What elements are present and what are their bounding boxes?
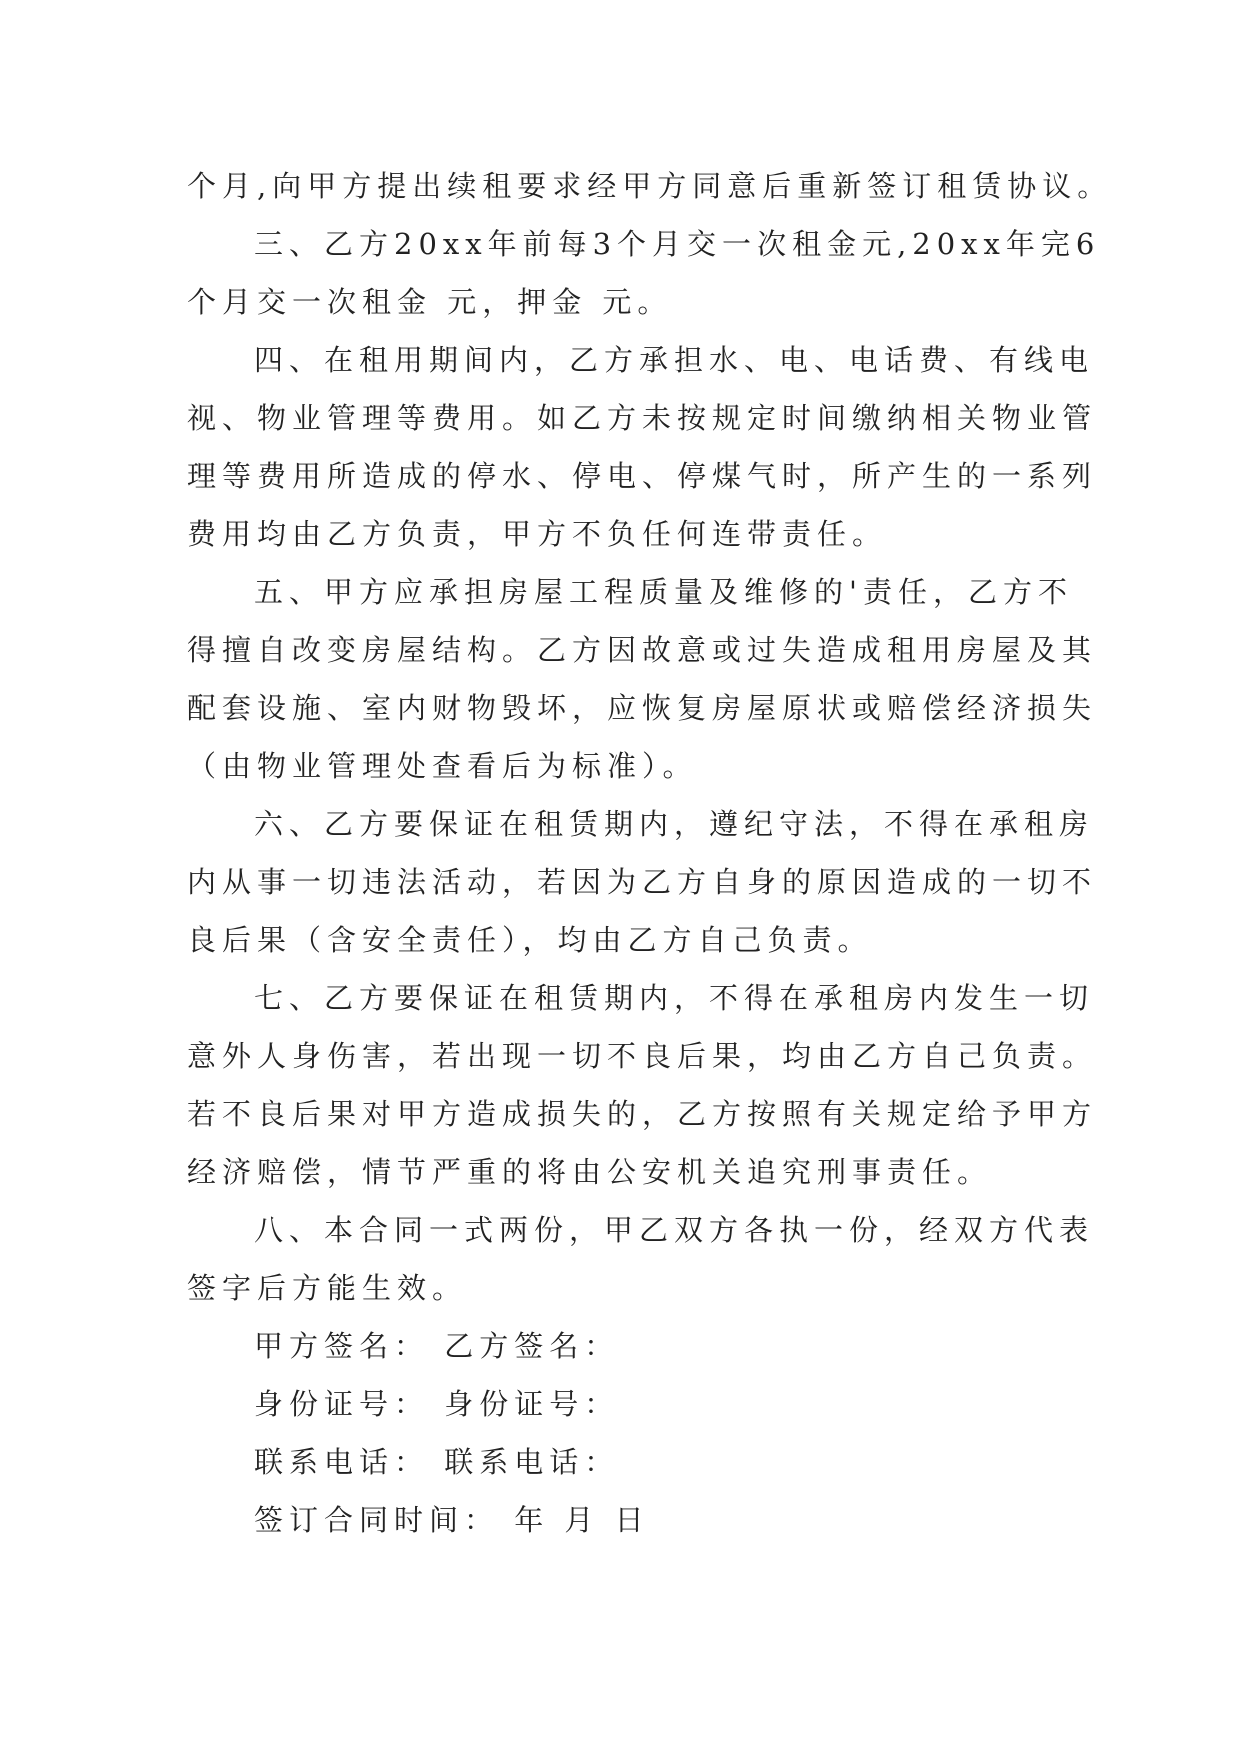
contract-text — [187, 157, 1113, 1549]
clause-6-line-1: 六、乙方要保证在租赁期内，遵纪守法，不得在承租房 — [254, 807, 1095, 841]
clause-8-line-1: 八、本合同一式两份，甲乙双方各执一份，经双方代表 — [254, 1213, 1095, 1247]
signature-line: 甲方签名： 乙方签名： — [254, 1329, 620, 1363]
clause-3-line-2: 个月交一次租金 元，押金 元。 — [187, 285, 673, 319]
clause-7-line-2: 意外人身伤害，若出现一切不良后果，均由乙方自己负责。 — [187, 1039, 1098, 1073]
clause-5-line-2: 得擅自改变房屋结构。乙方因故意或过失造成租用房屋及其 — [187, 633, 1098, 667]
clause-4-line-4: 费用均由乙方负责，甲方不负任何连带责任。 — [187, 517, 888, 551]
clause-4-line-2: 视、物业管理等费用。如乙方未按规定时间缴纳相关物业管 — [187, 401, 1098, 435]
signing-date-line: 签订合同时间： 年 月 日 — [254, 1503, 650, 1537]
clause-6-line-2: 内从事一切违法活动，若因为乙方自身的原因造成的一切不 — [187, 865, 1098, 899]
clause-6-line-3: 良后果（含安全责任），均由乙方自己负责。 — [187, 923, 873, 957]
clause-7-line-1: 七、乙方要保证在租赁期内，不得在承租房内发生一切 — [254, 981, 1095, 1015]
clause-5-line-3: 配套设施、室内财物毁坏，应恢复房屋原状或赔偿经济损失 — [187, 691, 1098, 725]
clause-3-line-1: 三、乙方20xx年前每3个月交一次租金元,20xx年完6 — [254, 227, 1101, 261]
clause-4-line-1: 四、在租用期间内，乙方承担水、电、电话费、有线电 — [254, 343, 1095, 377]
id-number-line: 身份证号： 身份证号： — [254, 1387, 620, 1421]
clause-8-line-2: 签字后方能生效。 — [187, 1271, 468, 1305]
clause-7-line-4: 经济赔偿，情节严重的将由公安机关追究刑事责任。 — [187, 1155, 993, 1189]
clause-5-line-1: 五、甲方应承担房屋工程质量及维修的'责任，乙方不 — [254, 575, 1073, 609]
phone-line: 联系电话： 联系电话： — [254, 1445, 620, 1479]
text-line-1: 个月,向甲方提出续租要求经甲方同意后重新签订租赁协议。 — [187, 169, 1113, 203]
clause-5-line-4: （由物业管理处查看后为标准）。 — [187, 749, 698, 783]
clause-4-line-3: 理等费用所造成的停水、停电、停煤气时，所产生的一系列 — [187, 459, 1098, 493]
clause-7-line-3: 若不良后果对甲方造成损失的，乙方按照有关规定给予甲方 — [187, 1097, 1098, 1131]
